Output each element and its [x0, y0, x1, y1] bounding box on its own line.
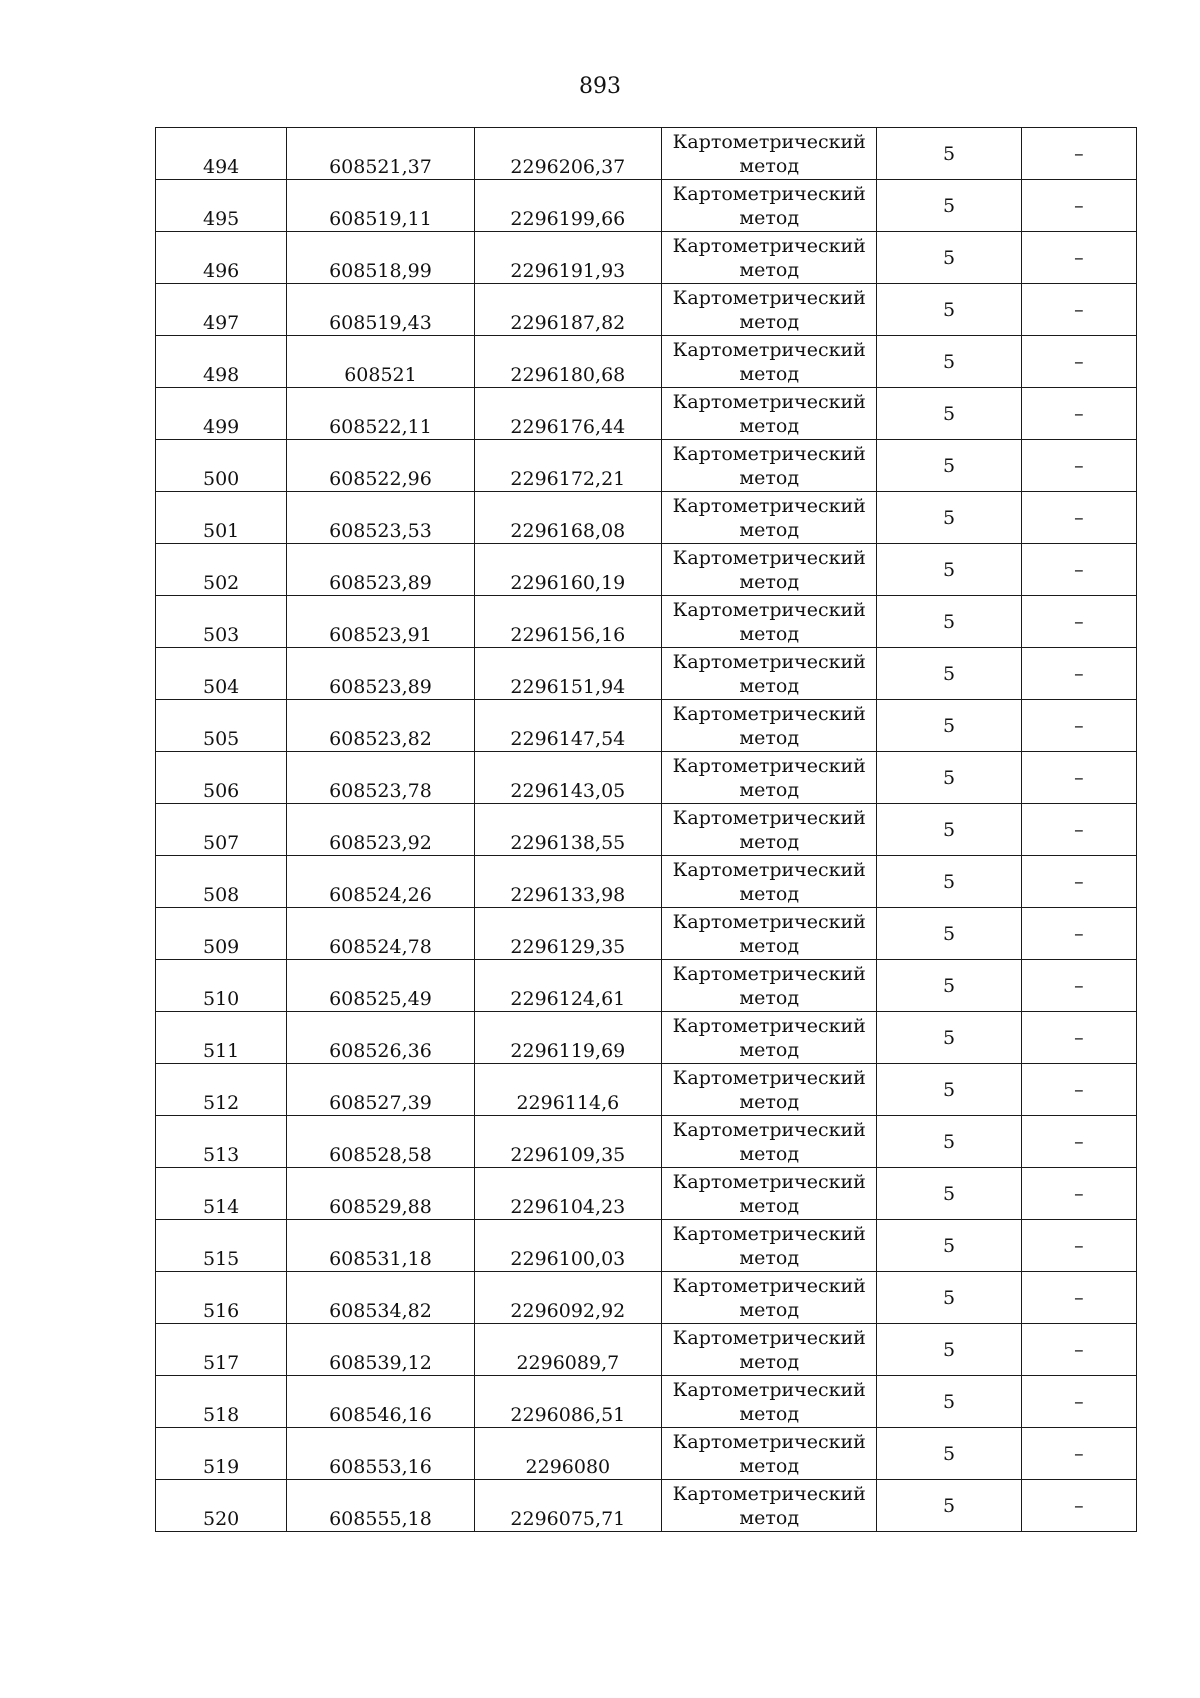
- table-row: [156, 1116, 1137, 1168]
- x-coordinate-cell: 608518,99: [287, 232, 474, 284]
- y-coordinate-cell: 2296080: [474, 1428, 661, 1480]
- method-line-1: Картометрический: [672, 1066, 866, 1089]
- dash-cell: –: [1021, 180, 1136, 232]
- y-coordinate-cell: 2296180,68: [474, 336, 661, 388]
- method-line-1: Картометрический: [672, 1326, 866, 1349]
- accuracy-cell: 5: [877, 336, 1021, 388]
- point-number-cell: 513: [156, 1116, 287, 1168]
- accuracy-cell: 5: [877, 648, 1021, 700]
- method-cell: [662, 908, 877, 960]
- table-row: [156, 1012, 1137, 1064]
- method-line-2: метод: [739, 1350, 800, 1373]
- dash-cell: –: [1021, 1324, 1136, 1376]
- method-line-2: метод: [739, 830, 800, 853]
- accuracy-cell: 5: [877, 1064, 1021, 1116]
- method-line-2: метод: [739, 1454, 800, 1477]
- method-cell: [662, 856, 877, 908]
- table-row: [156, 440, 1137, 492]
- method-cell: [662, 1272, 877, 1324]
- method-cell: [662, 128, 877, 180]
- method-cell: [662, 1376, 877, 1428]
- dash-cell: –: [1021, 960, 1136, 1012]
- x-coordinate-cell: 608523,92: [287, 804, 474, 856]
- y-coordinate-cell: 2296156,16: [474, 596, 661, 648]
- table-row: [156, 1168, 1137, 1220]
- method-line-2: метод: [739, 154, 800, 177]
- dash-cell: –: [1021, 752, 1136, 804]
- y-coordinate-cell: 2296199,66: [474, 180, 661, 232]
- dash-cell: –: [1021, 908, 1136, 960]
- y-coordinate-cell: 2296160,19: [474, 544, 661, 596]
- method-line-1: Картометрический: [672, 598, 866, 621]
- dash-cell: –: [1021, 128, 1136, 180]
- method-line-2: метод: [739, 1142, 800, 1165]
- method-line-1: Картометрический: [672, 494, 866, 517]
- accuracy-cell: 5: [877, 700, 1021, 752]
- y-coordinate-cell: 2296089,7: [474, 1324, 661, 1376]
- method-line-1: Картометрический: [672, 910, 866, 933]
- method-line-1: Картометрический: [672, 546, 866, 569]
- table-row: [156, 1272, 1137, 1324]
- dash-cell: –: [1021, 804, 1136, 856]
- y-coordinate-cell: 2296168,08: [474, 492, 661, 544]
- point-number-cell: 497: [156, 284, 287, 336]
- y-coordinate-cell: 2296104,23: [474, 1168, 661, 1220]
- x-coordinate-cell: 608526,36: [287, 1012, 474, 1064]
- point-number-cell: 501: [156, 492, 287, 544]
- x-coordinate-cell: 608523,53: [287, 492, 474, 544]
- method-cell: [662, 1064, 877, 1116]
- accuracy-cell: 5: [877, 908, 1021, 960]
- dash-cell: –: [1021, 1116, 1136, 1168]
- method-line-2: метод: [739, 518, 800, 541]
- accuracy-cell: 5: [877, 752, 1021, 804]
- method-line-1: Картометрический: [672, 442, 866, 465]
- table-row: [156, 648, 1137, 700]
- y-coordinate-cell: 2296191,93: [474, 232, 661, 284]
- method-line-1: Картометрический: [672, 1274, 866, 1297]
- method-cell: [662, 336, 877, 388]
- x-coordinate-cell: 608521,37: [287, 128, 474, 180]
- accuracy-cell: 5: [877, 1428, 1021, 1480]
- table-row: [156, 180, 1137, 232]
- y-coordinate-cell: 2296129,35: [474, 908, 661, 960]
- y-coordinate-cell: 2296075,71: [474, 1480, 661, 1532]
- point-number-cell: 496: [156, 232, 287, 284]
- dash-cell: –: [1021, 1428, 1136, 1480]
- point-number-cell: 494: [156, 128, 287, 180]
- x-coordinate-cell: 608523,89: [287, 544, 474, 596]
- method-line-2: метод: [739, 1298, 800, 1321]
- method-cell: [662, 1480, 877, 1532]
- method-cell: [662, 596, 877, 648]
- coordinates-table: [155, 127, 1137, 1532]
- table-row: [156, 596, 1137, 648]
- table-row: [156, 700, 1137, 752]
- method-cell: [662, 492, 877, 544]
- dash-cell: –: [1021, 492, 1136, 544]
- table-row: [156, 1376, 1137, 1428]
- accuracy-cell: 5: [877, 1168, 1021, 1220]
- y-coordinate-cell: 2296086,51: [474, 1376, 661, 1428]
- dash-cell: –: [1021, 1480, 1136, 1532]
- accuracy-cell: 5: [877, 544, 1021, 596]
- method-cell: [662, 232, 877, 284]
- method-line-1: Картометрический: [672, 962, 866, 985]
- accuracy-cell: 5: [877, 284, 1021, 336]
- accuracy-cell: 5: [877, 128, 1021, 180]
- table-row: [156, 388, 1137, 440]
- dash-cell: –: [1021, 1220, 1136, 1272]
- accuracy-cell: 5: [877, 960, 1021, 1012]
- y-coordinate-cell: 2296092,92: [474, 1272, 661, 1324]
- x-coordinate-cell: 608521: [287, 336, 474, 388]
- x-coordinate-cell: 608553,16: [287, 1428, 474, 1480]
- method-cell: [662, 1428, 877, 1480]
- y-coordinate-cell: 2296133,98: [474, 856, 661, 908]
- dash-cell: –: [1021, 232, 1136, 284]
- y-coordinate-cell: 2296147,54: [474, 700, 661, 752]
- dash-cell: –: [1021, 700, 1136, 752]
- y-coordinate-cell: 2296151,94: [474, 648, 661, 700]
- method-line-1: Картометрический: [672, 858, 866, 881]
- point-number-cell: 500: [156, 440, 287, 492]
- table-row: [156, 128, 1137, 180]
- x-coordinate-cell: 608523,91: [287, 596, 474, 648]
- x-coordinate-cell: 608528,58: [287, 1116, 474, 1168]
- x-coordinate-cell: 608522,11: [287, 388, 474, 440]
- point-number-cell: 507: [156, 804, 287, 856]
- method-line-2: метод: [739, 1246, 800, 1269]
- y-coordinate-cell: 2296114,6: [474, 1064, 661, 1116]
- x-coordinate-cell: 608519,11: [287, 180, 474, 232]
- point-number-cell: 504: [156, 648, 287, 700]
- y-coordinate-cell: 2296206,37: [474, 128, 661, 180]
- table-row: [156, 908, 1137, 960]
- method-cell: [662, 700, 877, 752]
- point-number-cell: 520: [156, 1480, 287, 1532]
- point-number-cell: 508: [156, 856, 287, 908]
- dash-cell: –: [1021, 388, 1136, 440]
- method-line-1: Картометрический: [672, 182, 866, 205]
- accuracy-cell: 5: [877, 1220, 1021, 1272]
- method-cell: [662, 1168, 877, 1220]
- dash-cell: –: [1021, 336, 1136, 388]
- table-row: [156, 1064, 1137, 1116]
- method-line-2: метод: [739, 986, 800, 1009]
- method-cell: [662, 804, 877, 856]
- accuracy-cell: 5: [877, 388, 1021, 440]
- point-number-cell: 519: [156, 1428, 287, 1480]
- x-coordinate-cell: 608525,49: [287, 960, 474, 1012]
- method-line-1: Картометрический: [672, 650, 866, 673]
- dash-cell: –: [1021, 856, 1136, 908]
- method-line-2: метод: [739, 414, 800, 437]
- accuracy-cell: 5: [877, 440, 1021, 492]
- method-line-1: Картометрический: [672, 754, 866, 777]
- point-number-cell: 515: [156, 1220, 287, 1272]
- method-cell: [662, 544, 877, 596]
- x-coordinate-cell: 608522,96: [287, 440, 474, 492]
- method-line-2: метод: [739, 310, 800, 333]
- table-row: [156, 336, 1137, 388]
- y-coordinate-cell: 2296109,35: [474, 1116, 661, 1168]
- table-row: [156, 232, 1137, 284]
- accuracy-cell: 5: [877, 492, 1021, 544]
- accuracy-cell: 5: [877, 596, 1021, 648]
- method-line-2: метод: [739, 934, 800, 957]
- y-coordinate-cell: 2296143,05: [474, 752, 661, 804]
- dash-cell: –: [1021, 544, 1136, 596]
- dash-cell: –: [1021, 1012, 1136, 1064]
- x-coordinate-cell: 608523,78: [287, 752, 474, 804]
- method-cell: [662, 752, 877, 804]
- accuracy-cell: 5: [877, 1272, 1021, 1324]
- coordinates-table-body: [156, 128, 1137, 1532]
- method-line-1: Картометрический: [672, 1014, 866, 1037]
- x-coordinate-cell: 608539,12: [287, 1324, 474, 1376]
- table-row: [156, 856, 1137, 908]
- dash-cell: –: [1021, 1168, 1136, 1220]
- method-line-1: Картометрический: [672, 286, 866, 309]
- method-line-1: Картометрический: [672, 1430, 866, 1453]
- method-line-2: метод: [739, 622, 800, 645]
- point-number-cell: 517: [156, 1324, 287, 1376]
- point-number-cell: 498: [156, 336, 287, 388]
- dash-cell: –: [1021, 1272, 1136, 1324]
- point-number-cell: 512: [156, 1064, 287, 1116]
- method-line-2: метод: [739, 1090, 800, 1113]
- point-number-cell: 506: [156, 752, 287, 804]
- x-coordinate-cell: 608534,82: [287, 1272, 474, 1324]
- point-number-cell: 514: [156, 1168, 287, 1220]
- table-row: [156, 284, 1137, 336]
- method-line-2: метод: [739, 1194, 800, 1217]
- table-row: [156, 1324, 1137, 1376]
- method-line-1: Картометрический: [672, 338, 866, 361]
- method-line-1: Картометрический: [672, 1170, 866, 1193]
- accuracy-cell: 5: [877, 1116, 1021, 1168]
- method-line-2: метод: [739, 258, 800, 281]
- method-line-2: метод: [739, 206, 800, 229]
- method-line-1: Картометрический: [672, 1378, 866, 1401]
- method-line-2: метод: [739, 362, 800, 385]
- method-line-2: метод: [739, 466, 800, 489]
- y-coordinate-cell: 2296172,21: [474, 440, 661, 492]
- method-cell: [662, 960, 877, 1012]
- method-line-1: Картометрический: [672, 390, 866, 413]
- accuracy-cell: 5: [877, 232, 1021, 284]
- y-coordinate-cell: 2296176,44: [474, 388, 661, 440]
- method-line-1: Картометрический: [672, 1222, 866, 1245]
- dash-cell: –: [1021, 440, 1136, 492]
- y-coordinate-cell: 2296119,69: [474, 1012, 661, 1064]
- table-row: [156, 492, 1137, 544]
- method-line-2: метод: [739, 1038, 800, 1061]
- method-line-1: Картометрический: [672, 806, 866, 829]
- x-coordinate-cell: 608555,18: [287, 1480, 474, 1532]
- method-cell: [662, 284, 877, 336]
- point-number-cell: 495: [156, 180, 287, 232]
- y-coordinate-cell: 2296124,61: [474, 960, 661, 1012]
- method-line-2: метод: [739, 570, 800, 593]
- table-row: [156, 1480, 1137, 1532]
- method-line-2: метод: [739, 1506, 800, 1529]
- accuracy-cell: 5: [877, 1480, 1021, 1532]
- x-coordinate-cell: 608529,88: [287, 1168, 474, 1220]
- dash-cell: –: [1021, 596, 1136, 648]
- method-line-2: метод: [739, 1402, 800, 1425]
- point-number-cell: 499: [156, 388, 287, 440]
- method-line-2: метод: [739, 726, 800, 749]
- dash-cell: –: [1021, 1376, 1136, 1428]
- method-cell: [662, 648, 877, 700]
- method-cell: [662, 1116, 877, 1168]
- accuracy-cell: 5: [877, 1324, 1021, 1376]
- x-coordinate-cell: 608524,78: [287, 908, 474, 960]
- x-coordinate-cell: 608523,82: [287, 700, 474, 752]
- y-coordinate-cell: 2296187,82: [474, 284, 661, 336]
- method-cell: [662, 440, 877, 492]
- y-coordinate-cell: 2296100,03: [474, 1220, 661, 1272]
- method-line-2: метод: [739, 882, 800, 905]
- accuracy-cell: 5: [877, 180, 1021, 232]
- method-cell: [662, 180, 877, 232]
- table-row: [156, 960, 1137, 1012]
- method-line-1: Картометрический: [672, 130, 866, 153]
- point-number-cell: 518: [156, 1376, 287, 1428]
- method-cell: [662, 1220, 877, 1272]
- method-line-1: Картометрический: [672, 702, 866, 725]
- dash-cell: –: [1021, 648, 1136, 700]
- dash-cell: –: [1021, 1064, 1136, 1116]
- point-number-cell: 510: [156, 960, 287, 1012]
- method-line-2: метод: [739, 778, 800, 801]
- table-row: [156, 1428, 1137, 1480]
- method-line-1: Картометрический: [672, 234, 866, 257]
- accuracy-cell: 5: [877, 1376, 1021, 1428]
- point-number-cell: 511: [156, 1012, 287, 1064]
- point-number-cell: 502: [156, 544, 287, 596]
- accuracy-cell: 5: [877, 1012, 1021, 1064]
- x-coordinate-cell: 608519,43: [287, 284, 474, 336]
- x-coordinate-cell: 608524,26: [287, 856, 474, 908]
- method-cell: [662, 1012, 877, 1064]
- page-number: 893: [579, 74, 621, 99]
- point-number-cell: 509: [156, 908, 287, 960]
- table-row: [156, 544, 1137, 596]
- table-row: [156, 752, 1137, 804]
- table-row: [156, 804, 1137, 856]
- x-coordinate-cell: 608523,89: [287, 648, 474, 700]
- method-line-1: Картометрический: [672, 1482, 866, 1505]
- method-cell: [662, 1324, 877, 1376]
- point-number-cell: 516: [156, 1272, 287, 1324]
- table-row: [156, 1220, 1137, 1272]
- method-line-1: Картометрический: [672, 1118, 866, 1141]
- accuracy-cell: 5: [877, 804, 1021, 856]
- x-coordinate-cell: 608527,39: [287, 1064, 474, 1116]
- x-coordinate-cell: 608531,18: [287, 1220, 474, 1272]
- accuracy-cell: 5: [877, 856, 1021, 908]
- dash-cell: –: [1021, 284, 1136, 336]
- point-number-cell: 505: [156, 700, 287, 752]
- method-line-2: метод: [739, 674, 800, 697]
- x-coordinate-cell: 608546,16: [287, 1376, 474, 1428]
- y-coordinate-cell: 2296138,55: [474, 804, 661, 856]
- method-cell: [662, 388, 877, 440]
- point-number-cell: 503: [156, 596, 287, 648]
